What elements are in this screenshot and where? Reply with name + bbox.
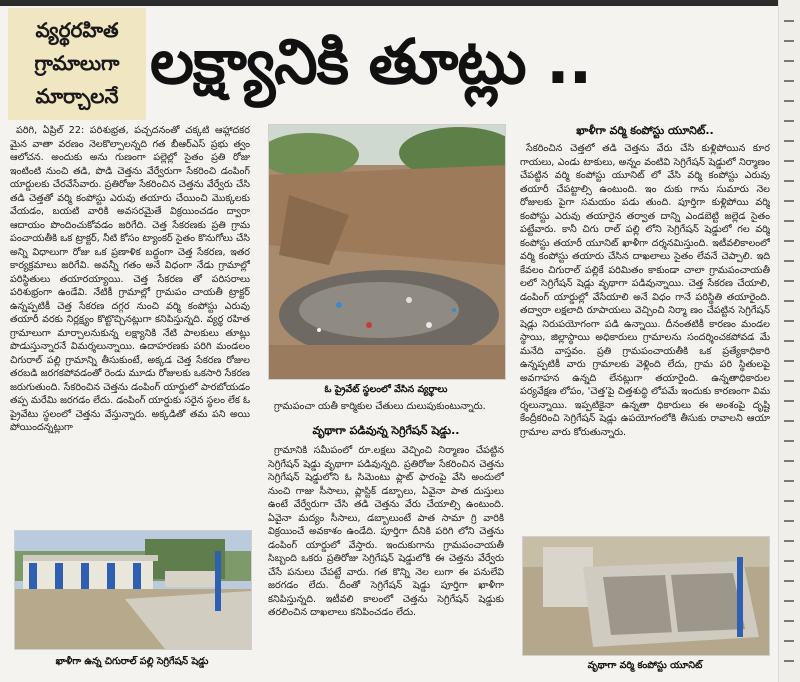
- shed-photo-image: [15, 531, 251, 649]
- column-1-text: [10, 124, 250, 528]
- column-2-lead: [268, 400, 504, 416]
- dump-photo-image: [269, 125, 505, 379]
- column-2-subhead: వృథాగా పడివున్న సెగ్రిగేషన్ షెడ్డు..: [312, 424, 460, 437]
- column-2-text: [268, 444, 504, 676]
- headline: లక్ష్యానికి తూట్లు ..: [150, 25, 592, 98]
- kicker-line-1: వ్యర్థరహిత: [35, 18, 119, 42]
- shed-photo: [14, 530, 252, 650]
- compost-unit-photo-image: [523, 537, 769, 655]
- dump-photo-caption: ఓ ప్రైవేట్ స్థలంలో వేసిన వ్యర్థాలు: [324, 384, 448, 395]
- dump-photo: [268, 124, 506, 380]
- compost-unit-photo-caption: వృథాగా వర్మి కంపోస్టు యూనిట్: [587, 660, 703, 671]
- column-3-text: [520, 142, 770, 530]
- page-top-rule: [0, 0, 800, 6]
- adjacent-column-edge: [778, 0, 800, 682]
- column-2-lead-text: గ్రామపంచా యతీ కార్మికుల చేతులు దులుపుకుంటున్నారు.: [274, 401, 486, 412]
- column-3-paragraph: సేకరించిన చెత్తలో తడి చెత్తను వేరు చేసి కుళ్లిపోయిన కూర గాయలు, ఎండు టాకులు, అన్నం వంటివి సెగ్రిగేషన్ షెడ్డులో నిర్మాణం చేపట్టిన వర్మి కంపోస్టు యూనిట్ లో వేసి వర్మి కంపోస్టు ఎరువు తయారీ చేపట్టాల్సి ఉంటుంది. ఇం దుకు గాను సుమారు నెల రోజులకు పైగా సమయం పడు తుంది. పూర్తిగా కుళ్లిపోయి వర్మి కంపోస్టు ఎరువు తయారైన తర్వాత దాన్ని ఎండబెట్టి జల్లెడ సైతం పట్టేవారు. కానీ చిగు రాల్ పల్లి లోని సెగ్రిగేషన్ షెడ్డులో గల వర్మి కంపోస్టు తయారీ యూనిట్ ఖాళీగా దర్శనమిస్తుంది. ఇటీవలికాలంలో వర్మి కంపోస్టు తయారు చేసిన దాఖలాలు సైతం లేవనే చెప్పాలి. ఇది కేవలం చిగురాల్ పల్లికే పరిమితం కాకుండా చాలా గ్రామపంచాయతీ లలో సెగ్రిగేషన్ షెడ్లు వృథాగా పడివున్నాయి. చెత్త సేకరణ చేయాలి, డంపింగ్ యార్డుల్లో వేసేయాలి అనే విధం గానే పరిస్థితి తయారైంది. తద్వారా లక్షలాది రూపాయలు వెచ్చించి నిర్మా ణం చేపట్టిన సెగ్రిగేషన్ షెడ్లు నిరుపయోగంగా పడి ఉన్నాయి. దీనంతటికీ కారణం మండల స్థాయి, జిల్లాస్థాయి అధికారులు గ్రామాలను సందర్శించకపోవడ మే మనేది వాస్తవం. ప్రతి గ్రామపంచాయతీకి ఒక ప్రత్యేకాధికారి ఉన్నప్పటికీ వారు గ్రామాలకు వెళ్లింది లేదు, గ్రామ పరి స్థితులపై అవగాహన ఉన్నది లేనట్లుగా తయారైంది. ఉన్నతాధికారుల పర్యవేక్షణ లోపం, 'చెత్త'పై చిత్తశుద్ధి లోపమే ఇందుకు కారణంగా విమ ర్శలున్నాయి. ఇప్పటికైనా ఉన్నతా ధికారులు ఈ అంశంపై దృష్టి కేంద్రీకరించి సెగ్రిగేషన్ షెడ్లు ఉపయోగంలోకి తీసుకు రావాలని ఆయా గ్రామాల వారు కోరుతున్నారు.: [520, 143, 770, 438]
- column-3-subhead: ఖాళీగా వర్మి కంపోస్టు యూనిట్..: [576, 124, 714, 137]
- column-2-paragraph: గ్రామానికి సమీపంలో రూ.లక్షలు వెచ్చించి నిర్మాణం చేపట్టిన సెగ్రిగేషన్ షెడ్డు వృథాగా పడివున్నది. ప్రతిరోజు సేకరించిన చెత్తను సెగ్రిగేషన్ షెడ్డులోని ఓ సిమెంటు ప్లాట్ ఫారంపై వేసి అందులో నుంచి గాజు సీసాలు, ప్లాస్టిక్ డబ్బాలు, ఏవైనా పాత దుస్తులు ఉంటే వేర్వేరుగా చేసి తడి చెత్తను వేరు చేయాల్సి ఉంటుంది. ఏవైనా మద్యం సీసాలు, డబ్బాలుంటే పాత సామా గ్రి వారికి విక్రయించే అవకాశం ఉండేది. పూర్తిగా దీనికి పరిగి లోని చెత్తను డంపింగ్ యార్డులో వేస్తారు. ఇందుకుగాను గ్రామపంచాయతీ సిబ్బంది ఒకరు ప్రతిరోజు సెగ్రిగేషన్ షెడ్డులోకి ఈ చెత్తను వేర్వేరు చేసే పనులు చేపట్టే వారు. గత కొన్ని నెల లుగా ఈ పనులేవి జరగడం లేదు. దీంతో సెగ్రిగేషన్ షెడ్డు పూర్తిగా ఖాళీగా కనిపిస్తున్నది. ఇటీవలి కాలంలో చెత్తను సెగ్రిగేషన్ షెడ్డుకు తరలించిన దాఖలాలు కనిపించడం లేదు.: [268, 445, 504, 618]
- kicker-line-3: మార్చాలనే: [35, 84, 119, 108]
- kicker-box: [8, 8, 146, 120]
- kicker-line-2: గ్రామాలుగా: [34, 51, 120, 75]
- shed-photo-caption: ఖాళీగా ఉన్న చిగురాల్ పల్లి సెగ్రిగేషన్ షెడ్డు: [55, 656, 209, 667]
- compost-unit-photo: [522, 536, 770, 656]
- column-1-paragraph: పరిగి, ఏప్రిల్ 22: పరిశుభ్రత, పచ్చదనంతో చక్కటి ఆహ్లాదకర మైన వాతా వరణం నెలకొల్పాలన్నది గత బీఆర్ఎస్ ప్రభు త్వం ఆలోచన. అందుకు అను గుణంగా పల్లెల్లో సైతం ప్రతి రోజు ఇంటింటి నుంచి తడి, పొడి చెత్తను వేర్వేరుగా సేకరించి డంపింగ్ యార్డులకు చేరవేసేవారు. ప్రతిరోజు సేకరించిన చెత్తను వేర్వేరు చేసి తడి చెత్తతో వర్మి కంపోస్టు ఎరువు తయారు చేయించి మొక్కలకు వేయడం, బయటి వారికి అవసరమైతే విక్రయించడం ద్వారా ఆదాయం పొందించుకోవడం జరిగేది. చెత్త సేకరణకు ప్రతి గ్రామ పంచాయతీకి ఒక ట్రాక్టర్, నీటి కోసం ట్యాంకర్ సైతం కొనుగోలు చేసి అన్ని విధాలుగా రోజు ఒక ప్రణాళిక బద్ధంగా చెత్త సేకరణ, ఇతర కార్యక్రమాలు జరిగేవి. అవన్నీ గతం అనే విధంగా నేడు గ్రామాల్లో పరిస్థితులు తయారయ్యాయి. చెత్త సేకరణ తో పరిసరాలు పరిశుభ్రంగా ఉండేవి. నేటికీ గ్రామాల్లో గ్రామపం చాయతీ ట్రాక్టర్ ఉన్నప్పటికీ చెత్త సేకరణ దగ్గర నుంచి వర్మి కంపోస్టు ఎరువు తయారీ వరకు నిర్లక్ష్యం కొట్టొచ్చినట్లుగా కనిపిస్తున్నది. వ్యర్థ రహిత గ్రామాలుగా మార్చాలనుకున్న లక్ష్యానికి నేటి పాలకులు తూట్లు పొడుస్తున్నారనే విమర్శలున్నాయి. ఉదాహరణకు పరిగి మండలం చిగురాల్ పల్లి గ్రామాన్ని తీసుకుంటే, అక్కడ చెత్త సేకరణ రోజుల తరబడి జరగకపోవడంతో రెండు మూడు రోజులకు ఒకసారి సేకరణ జరుగుతుంది. సేకరించిన చెత్తను డంపింగ్ యార్డులో పారబోయడం తప్ప మరేమి జరగడం లేదు. డంపింగ్ యార్డుకు సరైన స్థలం లేక ఓ ప్రైవేటు స్థలంలో చెత్తను వేస్తున్నారు. అక్కడితో తమ పని అయి పోయిందన్నట్లుగా: [10, 125, 250, 433]
